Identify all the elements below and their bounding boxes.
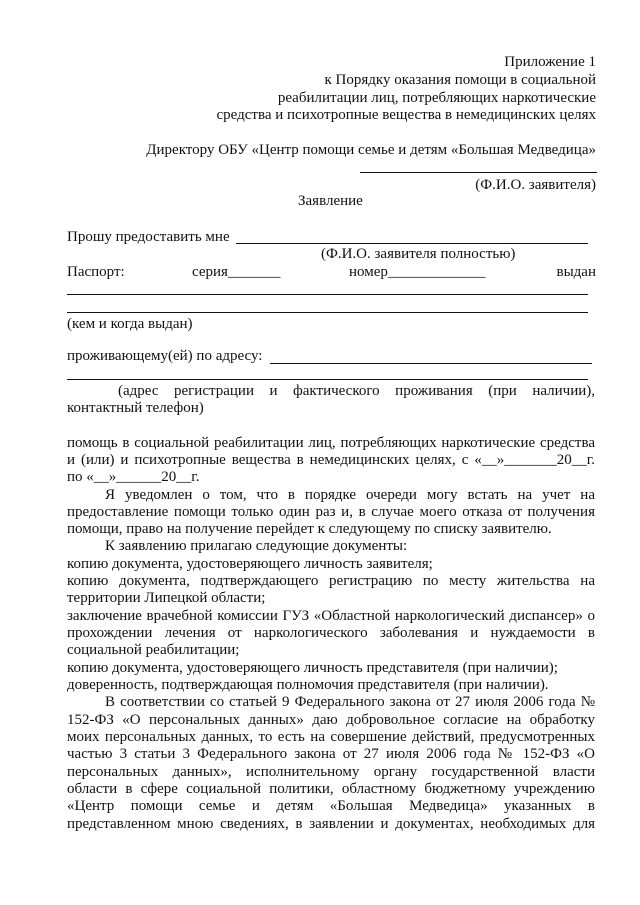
issued-caption: (кем и когда выдан) (67, 316, 193, 332)
consent-line: представленном мною сведениях, в заявлении и документах, необходимых для (67, 816, 595, 832)
appendix-title: Приложение 1 (504, 54, 596, 70)
issued-by-line-1 (67, 294, 588, 295)
consent-line: «Центр помощи семье и детям «Большая Медведица» указанных в (67, 798, 595, 814)
documents-intro: К заявлению прилагаю следующие документы: (105, 538, 408, 554)
appendix-line: средства и психотропные вещества в немедицинских целях (216, 107, 596, 123)
applicant-name-line (360, 172, 597, 173)
consent-line: В соответствии со статьей 9 Федерального закона от 27 июля 2006 года № (105, 694, 595, 710)
addressee: Директору ОБУ «Центр помощи семье и детям «Большая Медведица» (146, 142, 596, 158)
notice-line: помощи, право на получение перейдет к следующему по списку заявителю. (67, 521, 552, 537)
passport-label: Паспорт: (67, 264, 125, 280)
residence-prefix: проживающему(ей) по адресу: (67, 348, 263, 364)
address-line-2 (67, 379, 588, 380)
body-line: помощь в социальной реабилитации лиц, потребляющих наркотические средства (67, 435, 595, 451)
appendix-line: к Порядку оказания помощи в социальной (324, 72, 596, 88)
passport-number: номер_____________ (349, 264, 486, 280)
notice-line: предоставление помощи только один раз и, в случае моего отказа от получения (67, 504, 595, 520)
applicant-caption: (Ф.И.О. заявителя) (475, 177, 596, 193)
request-prefix: Прошу предоставить мне (67, 229, 230, 245)
page-title: Заявление (298, 193, 363, 209)
consent-line: области в сфере социальной политики, областному бюджетному учреждению (67, 781, 595, 797)
consent-line: моих персональных данных, то есть на совершение действий, предусмотренных (67, 729, 595, 745)
document-item: копию документа, подтверждающего регистрацию по месту жительства на (67, 573, 595, 589)
address-line-1 (270, 363, 592, 364)
passport-issued: выдан (556, 264, 596, 280)
consent-line: 152-ФЗ «О персональных данных» даю добровольное согласие на обработку (67, 712, 595, 728)
full-name-line (236, 243, 588, 244)
document-item: территории Липецкой области; (67, 590, 266, 606)
consent-line: частью 3 статьи 3 Федерального закона от 27 июля 2006 года № 152-ФЗ «О (67, 746, 595, 762)
body-line: и (или) и психотропные вещества в немедицинских целях, с «__»_______20__г. (67, 452, 595, 468)
address-caption: (адрес регистрации и фактического проживания (при наличии), (118, 383, 595, 399)
document-item: заключение врачебной комиссии ГУЗ «Областной наркологический диспансер» о (67, 608, 595, 624)
notice-line: Я уведомлен о том, что в порядке очереди могу встать на учет на (105, 487, 595, 503)
document-item: прохождении лечения от наркологического заболевания и нуждаемости в (67, 625, 595, 641)
document-item: социальной реабилитации; (67, 642, 240, 658)
body-line: по «__»______20__г. (67, 469, 200, 485)
full-name-caption: (Ф.И.О. заявителя полностью) (321, 246, 516, 262)
appendix-line: реабилитации лиц, потребляющих наркотические (277, 90, 596, 106)
document-item: копию документа, удостоверяющего личность заявителя; (67, 556, 433, 572)
issued-by-line-2 (67, 312, 588, 313)
address-caption-2: контактный телефон) (67, 400, 204, 416)
document-item: копию документа, удостоверяющего личность представителя (при наличии); (67, 660, 558, 676)
consent-line: персональных данных», исполнительному органу государственной власти (67, 764, 595, 780)
passport-series: серия_______ (192, 264, 281, 280)
document-item: доверенность, подтверждающая полномочия представителя (при наличии). (67, 677, 549, 693)
